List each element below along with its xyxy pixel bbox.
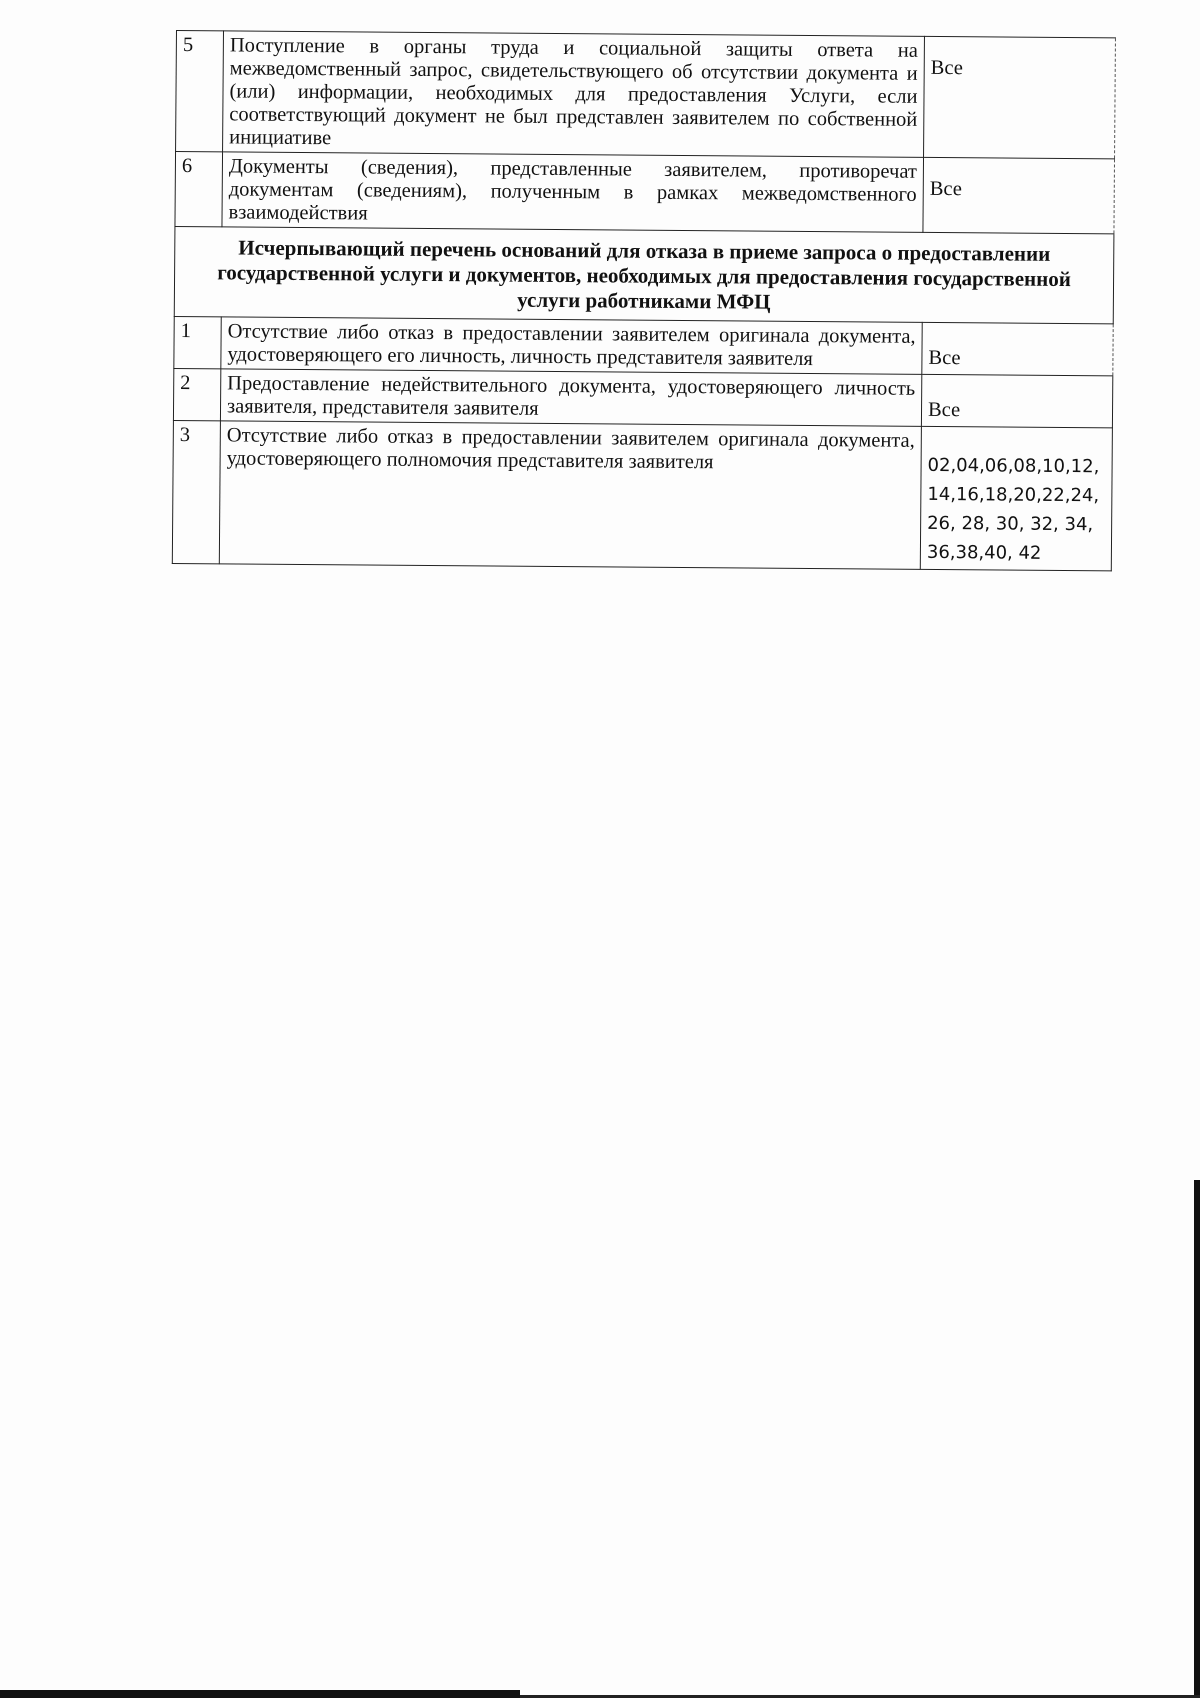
row-number: 1 — [174, 316, 221, 368]
table-row — [174, 316, 1113, 375]
table-row — [173, 368, 1112, 427]
section-heading-row — [174, 226, 1114, 323]
row-text: Поступление в органы труда и социальной защиты ответа на межведомственный запрос, свидетельствующего об отсутствии документа и (или) информации, необходимых для предоставления Услуги, если соответствующий документ не был представлен заявителем по собственной инициативе — [223, 31, 925, 158]
row-text: Отсутствие либо отказ в предоставлении заявителем оригинала документа, удостоверяющего полномочия представителя заявителя — [219, 421, 921, 570]
row-text: Отсутствие либо отказ в предоставлении заявителем оригинала документа, удостоверяющего его личность, личность представителя заявителя — [221, 317, 922, 375]
row-text: Документы (сведения), представленные заявителем, противоречат документам (сведениям), полученным в рамках межведомственного взаимодействия — [222, 152, 924, 233]
table-row — [172, 420, 1112, 570]
row-text: Предоставление недействительного документа, удостоверяющего личность заявителя, представителя заявителя — [220, 369, 921, 427]
row-number: 5 — [176, 31, 224, 152]
row-number: 6 — [175, 152, 223, 227]
section-heading: Исчерпывающий перечень оснований для отказа в приеме запроса о предоставлении государственной услуги и документов, необходимых для предоставления государственной услуги работниками МФЦ — [174, 226, 1114, 323]
scan-edge-right — [1194, 1180, 1200, 1698]
scan-edge-bottom — [0, 1690, 520, 1698]
row-scope-codes: 02,04,06,08,10,12, 14,16,18,20,22,24, 26, 28, 30, 32, 34, 36,38,40, 42 — [920, 426, 1112, 570]
table-row — [175, 152, 1115, 234]
row-scope: Все — [922, 322, 1113, 375]
row-scope: Все — [923, 157, 1115, 233]
grounds-table — [172, 30, 1116, 571]
table-row — [176, 31, 1116, 159]
row-scope: Все — [924, 36, 1116, 158]
row-number: 2 — [173, 368, 220, 420]
row-number: 3 — [172, 420, 220, 563]
row-scope: Все — [921, 374, 1112, 427]
